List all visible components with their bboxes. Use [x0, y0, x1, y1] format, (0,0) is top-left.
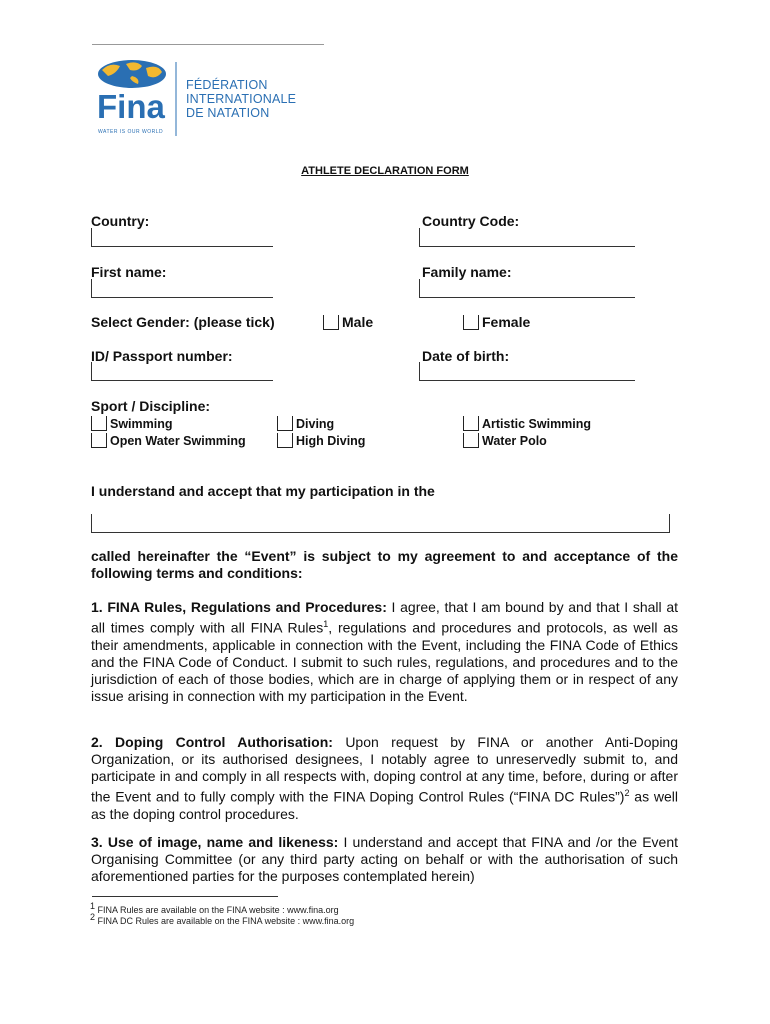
- id-passport-label: ID/ Passport number:: [91, 348, 233, 364]
- p1-text-b: , regulations and procedures and protocols, as well as their amendments, applicable in connection with the Event, including the FINA Code of Ethics and the FINA Code of Conduct. I submit to such rules, regulations, and procedures and to the jurisdiction of each of those bodies, which are in charge of applying them or in respect of any issue arising in connection with my participation in the Event.: [91, 619, 679, 704]
- event-clause: called hereinafter the “Event” is subject to my agreement to and acceptance of the following terms and conditions:: [91, 548, 678, 581]
- org-line-2: INTERNATIONALE: [186, 92, 297, 106]
- gender-female-option[interactable]: [463, 314, 530, 330]
- checkbox[interactable]: [277, 433, 293, 448]
- paragraph-fina-rules: [91, 599, 678, 705]
- p2-heading: 2. Doping Control Authorisation:: [91, 734, 333, 750]
- discipline-high-diving[interactable]: [277, 433, 365, 448]
- form-title: ATHLETE DECLARATION FORM: [301, 165, 469, 177]
- first-name-field[interactable]: [91, 279, 273, 298]
- male-label: Male: [342, 314, 374, 330]
- header-rule: [92, 44, 324, 45]
- paragraph-image-use: [91, 834, 678, 885]
- p1-heading: 1. FINA Rules, Regulations and Procedures:: [91, 599, 387, 615]
- female-label: Female: [482, 314, 531, 330]
- footnote-ref-2: 2: [624, 788, 630, 798]
- footnote-text: FINA Rules are available on the FINA website : www.fina.org: [97, 905, 339, 915]
- p1-text-a: I agree, that I am bound by and that I shall at all times comply with all FINA Rules: [91, 599, 678, 636]
- female-checkbox[interactable]: [463, 315, 479, 330]
- id-passport-field[interactable]: [91, 362, 273, 381]
- dob-field[interactable]: [419, 362, 635, 381]
- event-name-field[interactable]: [91, 514, 670, 533]
- discipline-artistic[interactable]: [463, 416, 591, 431]
- gender-label: Select Gender: (please tick): [91, 314, 275, 330]
- globe-icon: [98, 60, 166, 88]
- checkbox[interactable]: [277, 416, 293, 431]
- family-name-field[interactable]: [419, 279, 635, 298]
- org-line-1: FÉDÉRATION: [186, 78, 268, 92]
- p2-text-a: Upon request by FINA or another Anti-Doping Organization, or its authorised designees, I notably agree to unreservedly submit to, and participate in and comply in all respects with, doping control at any time, before, during or after the Event and to fully comply with the FINA Doping Control Rules (“FINA DC Rules”): [91, 734, 678, 805]
- family-name-label: Family name:: [422, 264, 512, 280]
- org-line-3: DE NATATION: [186, 106, 270, 120]
- discipline-label: Diving: [296, 417, 335, 431]
- gender-male-option[interactable]: [323, 314, 373, 330]
- dob-label: Date of birth:: [422, 348, 510, 364]
- discipline-label: Open Water Swimming: [110, 434, 246, 448]
- footnote-number: 2: [90, 912, 96, 922]
- footnote-2: [90, 912, 354, 926]
- checkbox[interactable]: [463, 416, 479, 431]
- discipline-label: Water Polo: [482, 434, 547, 448]
- footnote-ref-1: 1: [323, 619, 329, 629]
- checkbox[interactable]: [91, 433, 107, 448]
- male-checkbox[interactable]: [323, 315, 339, 330]
- checkbox[interactable]: [91, 416, 107, 431]
- logo-tagline: WATER IS OUR WORLD: [98, 129, 164, 135]
- discipline-diving[interactable]: [277, 416, 334, 431]
- discipline-label: Swimming: [110, 417, 173, 431]
- country-code-label: Country Code:: [422, 213, 520, 229]
- footnote-number: 1: [90, 901, 96, 911]
- p3-text: I understand and accept that FINA and /or the Event Organising Committee (or any third party acting on behalf or with the authorisation of such aforementioned parties for the purposes contemplated herein): [91, 834, 678, 884]
- logo-word: Fina: [97, 88, 165, 125]
- country-code-field[interactable]: [419, 228, 635, 247]
- p3-heading: 3. Use of image, name and likeness:: [91, 834, 339, 850]
- checkbox[interactable]: [463, 433, 479, 448]
- footnote-rule: [92, 896, 278, 897]
- country-label: Country:: [91, 213, 150, 229]
- discipline-water-polo[interactable]: [463, 433, 547, 448]
- country-field[interactable]: [91, 228, 273, 247]
- federation-name: [186, 78, 296, 120]
- paragraph-doping-control: [91, 734, 678, 823]
- discipline-open-water[interactable]: [91, 433, 246, 448]
- footnote-text: FINA DC Rules are available on the FINA website : www.fina.org: [97, 916, 355, 926]
- sport-label: Sport / Discipline:: [91, 398, 211, 414]
- p2-text-b: as well as the doping control procedures.: [91, 788, 678, 822]
- discipline-label: High Diving: [296, 434, 366, 448]
- discipline-label: Artistic Swimming: [482, 417, 592, 431]
- first-name-label: First name:: [91, 264, 167, 280]
- intro-text: I understand and accept that my participation in the: [91, 483, 435, 499]
- discipline-swimming[interactable]: [91, 416, 173, 431]
